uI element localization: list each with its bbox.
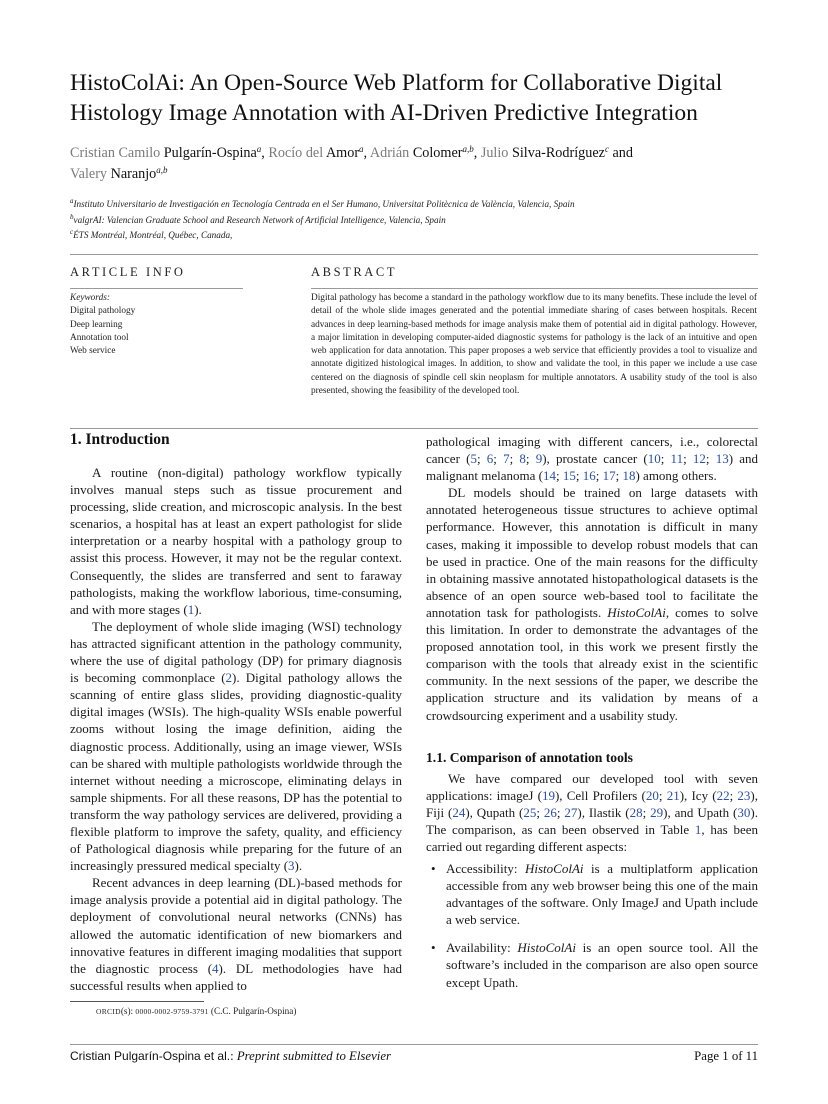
citation-link[interactable]: 25 bbox=[523, 805, 537, 821]
introduction-heading: 1. Introduction bbox=[70, 431, 170, 448]
abstract-divider bbox=[311, 288, 758, 289]
footer-author: Cristian Pulgarín-Ospina et al. bbox=[70, 1049, 231, 1063]
citation-link[interactable]: 24 bbox=[452, 805, 466, 821]
affil-text: Instituto Universitario de Investigación en Tecnología Centrada en el Ser Humano, Universitat Politècnica de València, Valencia, Spain bbox=[73, 199, 575, 209]
keyword-item: Deep learning bbox=[70, 319, 123, 330]
citation-link[interactable]: 8 bbox=[519, 451, 526, 467]
keyword-item: Web service bbox=[70, 346, 116, 357]
citation-link[interactable]: 20 bbox=[645, 788, 659, 804]
left-column bbox=[70, 464, 402, 994]
author-separator: , bbox=[363, 145, 368, 161]
article-info-divider bbox=[70, 288, 243, 289]
author-affil-mark: a bbox=[359, 144, 364, 154]
keyword-item: Digital pathology bbox=[70, 306, 136, 317]
keywords-block bbox=[70, 292, 240, 358]
title-line-2: Histology Image Annotation with AI-Driven Predictive Integration bbox=[70, 100, 698, 126]
orcid-label-tail: (s): bbox=[120, 1006, 134, 1016]
title-line-1: HistoColAi: An Open-Source Web Platform for Collaborative Digital bbox=[70, 70, 723, 96]
keywords-label: Keywords: bbox=[70, 293, 110, 303]
footnote-divider bbox=[70, 1001, 204, 1002]
citation-link[interactable]: 12 bbox=[692, 451, 706, 467]
intro-paragraph-5: DL models should be trained on large datasets with annotated heterogeneous tissue structures to achieve optimal performance. However, this annotation is difficult in many cases, making it impossible to develop robust models that can be used in practice. One of the main reasons for the difficulty in obtaining massive annotated histopathological datasets is the absence of an open source web-based tool to facilitate the annotation task for pathologists. HistoColAi, comes to solve this limitation. In order to demonstrate the advantages of the proposed annotation tool, in this work we present firstly the comparison with the tools that already exist in the scientific community. In the next sessions of the paper, we describe the application structure and its validation by means of a crowdsourcing experiment and a usability study. bbox=[426, 485, 759, 723]
citation-link[interactable]: 19 bbox=[541, 788, 555, 804]
footer-left bbox=[70, 1049, 391, 1064]
comparison-text bbox=[426, 770, 758, 855]
keyword-item: Annotation tool bbox=[70, 332, 129, 343]
author-affil-mark: c bbox=[604, 144, 609, 154]
author-affil-mark: a,b bbox=[156, 165, 168, 175]
abstract-heading: ABSTRACT bbox=[311, 265, 398, 279]
author-given-name: Valery bbox=[70, 166, 108, 182]
citation-link[interactable]: 18 bbox=[622, 468, 636, 484]
author-surname: Amor bbox=[325, 145, 360, 161]
author-surname: Naranjo bbox=[110, 166, 157, 182]
citation-link[interactable]: 21 bbox=[666, 788, 680, 804]
orcid-id[interactable]: 0000-0002-9759-3791 bbox=[135, 1007, 209, 1016]
citation-link[interactable]: 23 bbox=[737, 788, 751, 804]
intro-paragraph-1: A routine (non-digital) pathology workflow typically involves manual steps such as tissue procurement and processing, slide creation, and microscopic analysis. In the best scenarios, a hospital has at least an expert pathologist for slide interpretation or a nearby hospital with a pathology group to assist this process. However, it may not be the regular context. Consequently, the slides are transferred and sent to faraway pathologists, making the workflow laborious, time-consuming, and with more stages (1). bbox=[70, 465, 402, 617]
citation-link[interactable]: 1 bbox=[187, 601, 195, 617]
citation-link[interactable]: 15 bbox=[562, 468, 576, 484]
emphasis: HistoColAi bbox=[525, 861, 584, 876]
citation-link[interactable]: 6 bbox=[486, 451, 494, 467]
intro-paragraph-4: pathological imaging with different cancers, i.e., colorectal cancer (5; 6; 7; 8; 9), prostate cancer (10; 11; 12; 13) and malignant melanoma (14; 15; 16; 17; 18) among others. bbox=[426, 434, 758, 484]
bullet-marker: • bbox=[431, 861, 436, 876]
footer-colon: : bbox=[230, 1049, 234, 1063]
author-separator: , bbox=[473, 145, 478, 161]
citation-link[interactable]: 27 bbox=[564, 805, 578, 821]
citation-link[interactable]: 2 bbox=[225, 670, 233, 686]
author-given-name: Cristian Camilo bbox=[70, 145, 161, 161]
affiliations bbox=[70, 197, 770, 244]
author-given-name: Adrián bbox=[369, 145, 410, 161]
citation-link[interactable]: 13 bbox=[715, 451, 729, 467]
affil-text: ÉTS Montréal, Montréal, Québec, Canada, bbox=[73, 230, 233, 240]
emphasis: HistoColAi bbox=[607, 604, 666, 620]
author-2[interactable] bbox=[268, 145, 367, 161]
footer-journal: Preprint submitted to Elsevier bbox=[236, 1049, 391, 1063]
affil-mark: b bbox=[70, 212, 74, 221]
author-surname: Colomer bbox=[412, 145, 463, 161]
intro-paragraph-2: The deployment of whole slide imaging (WSI) technology has attracted significant attention in the pathology community, where the use of digital pathology (DP) for primary diagnosis is becoming commonplace (2). Digital pathology allows the scanning of entire glass slides, providing diagnostic-quality digital images (WSIs). The high-quality WSIs enable powerful zooms without losing the image definition, aiding the diagnostic process. Additionally, using an image viewer, WSIs can be shared with multiple pathologists worldwide through the internet without needing a microscope, eliminating delays in sample shipments. For all these reasons, DP has the potential to transform the way pathology services are delivered, providing a flexible platform to improve the safety, quality, and efficiency of Pathological diagnosis while preparing for the future of an increasingly pressured medical specialty (3). bbox=[70, 618, 402, 874]
orcid-label: ORCID bbox=[96, 1007, 121, 1016]
author-separator: , bbox=[261, 145, 265, 161]
orcid-name: (C.C. Pulgarín-Ospina) bbox=[210, 1006, 297, 1016]
bullet-text: Availability: HistoColAi is an open source tool. All the software’s included in the comparison are also open source except Upath. bbox=[446, 940, 759, 990]
header-divider bbox=[70, 254, 758, 255]
author-4[interactable] bbox=[481, 145, 633, 161]
citation-link[interactable]: 5 bbox=[470, 451, 477, 467]
citation-link[interactable]: 22 bbox=[716, 788, 730, 804]
affiliation-a bbox=[70, 197, 770, 213]
affil-text: valgrAI: Valencian Graduate School and Research Network of Artificial Intelligence, Valencia, Spain bbox=[73, 214, 446, 225]
citation-link[interactable]: 10 bbox=[647, 451, 661, 467]
citation-link[interactable]: 14 bbox=[542, 468, 556, 484]
author-list bbox=[70, 143, 770, 185]
right-column bbox=[426, 433, 758, 724]
affiliation-c bbox=[70, 228, 770, 244]
author-given-name: Julio bbox=[480, 145, 509, 161]
author-3[interactable] bbox=[370, 145, 477, 161]
comparison-bullets bbox=[431, 860, 759, 1002]
author-given-name: Rocío del bbox=[268, 145, 324, 161]
footer-divider bbox=[70, 1044, 758, 1045]
citation-link[interactable]: 30 bbox=[737, 805, 751, 821]
author-5[interactable] bbox=[70, 166, 168, 182]
intro-paragraph-3: Recent advances in deep learning (DL)-based methods for image analysis provide a potential aid in digital pathology. The deployment of convolutional neural networks (CNNs) has allowed the automatic identification of new biomarkers and innovative features in different imaging modalities that support the diagnostic process (4). DL methodologies have had successful results when applied to bbox=[70, 875, 402, 993]
affiliation-b bbox=[70, 213, 770, 229]
citation-link[interactable]: 1 bbox=[694, 822, 702, 838]
citation-link[interactable]: 9 bbox=[535, 451, 543, 467]
citation-link[interactable]: 16 bbox=[582, 468, 596, 484]
bullet-accessibility bbox=[431, 860, 758, 928]
author-surname: Pulgarín-Ospina bbox=[163, 145, 257, 161]
affil-mark: a bbox=[70, 197, 74, 205]
author-separator: and bbox=[608, 145, 633, 161]
citation-link[interactable]: 11 bbox=[670, 451, 684, 467]
citation-link[interactable]: 26 bbox=[543, 805, 557, 821]
author-affil-mark: a,b bbox=[462, 144, 474, 154]
comparison-heading: 1.1. Comparison of annotation tools bbox=[426, 750, 633, 765]
affil-mark: c bbox=[70, 228, 74, 236]
citation-link[interactable]: 7 bbox=[503, 451, 510, 467]
bullet-text: Accessibility: HistoColAi is a multiplatform application accessible from any web browser being this one of the main advantages of the software. Only ImageJ and Upath include a web service. bbox=[446, 861, 758, 928]
citation-link[interactable]: 28 bbox=[629, 805, 643, 821]
citation-link[interactable]: 4 bbox=[212, 960, 219, 976]
citation-link[interactable]: 3 bbox=[288, 858, 295, 874]
article-info-heading: ARTICLE INFO bbox=[70, 265, 186, 279]
abstract-text: Digital pathology has become a standard in the pathology workflow due to its many benefits. These include the level of detail of the whole slide images generated and the potential immediate sharing of cases between hospitals. Recent advances in deep learning-based methods for image analysis make them of potential aid in digital pathology. However, a major limitation in developing computer-aided diagnostic systems for pathology is the lack of an intuitive and open web application for data annotation. This paper proposes a web service that efficiently provides a tool to visualize and annotate digitized histological images. In addition, to show and validate the tool, in this paper we include a use case centered on the diagnosis of spindle cell skin neoplasm for multiple annotators. A usability study of the tool is also presented, showing the feasibility of the developed tool. bbox=[311, 293, 757, 397]
bullet-availability bbox=[431, 939, 759, 990]
citation-link[interactable]: 17 bbox=[602, 468, 616, 484]
paper-title bbox=[70, 68, 770, 128]
author-1[interactable] bbox=[70, 145, 265, 161]
citation-link[interactable]: 29 bbox=[650, 805, 664, 821]
page-number: Page 1 of 11 bbox=[694, 1049, 758, 1063]
abstract-bottom-divider bbox=[70, 428, 758, 429]
author-affil-mark: a bbox=[256, 144, 262, 154]
bullet-marker: • bbox=[431, 940, 436, 956]
comparison-paragraph: We have compared our developed tool with seven applications: imageJ (19), Cell Profilers (20; 21), Icy (22; 23), Fiji (24), Qupath (25; 26; 27), Ilastik (28; 29), and Upath (30). The comparison, as can been observed in Table 1, has been carried out regarding different aspects: bbox=[426, 771, 758, 855]
emphasis: HistoColAi bbox=[517, 940, 576, 956]
orcid-footnote bbox=[96, 1006, 296, 1016]
author-surname: Silva-Rodríguez bbox=[511, 145, 605, 161]
